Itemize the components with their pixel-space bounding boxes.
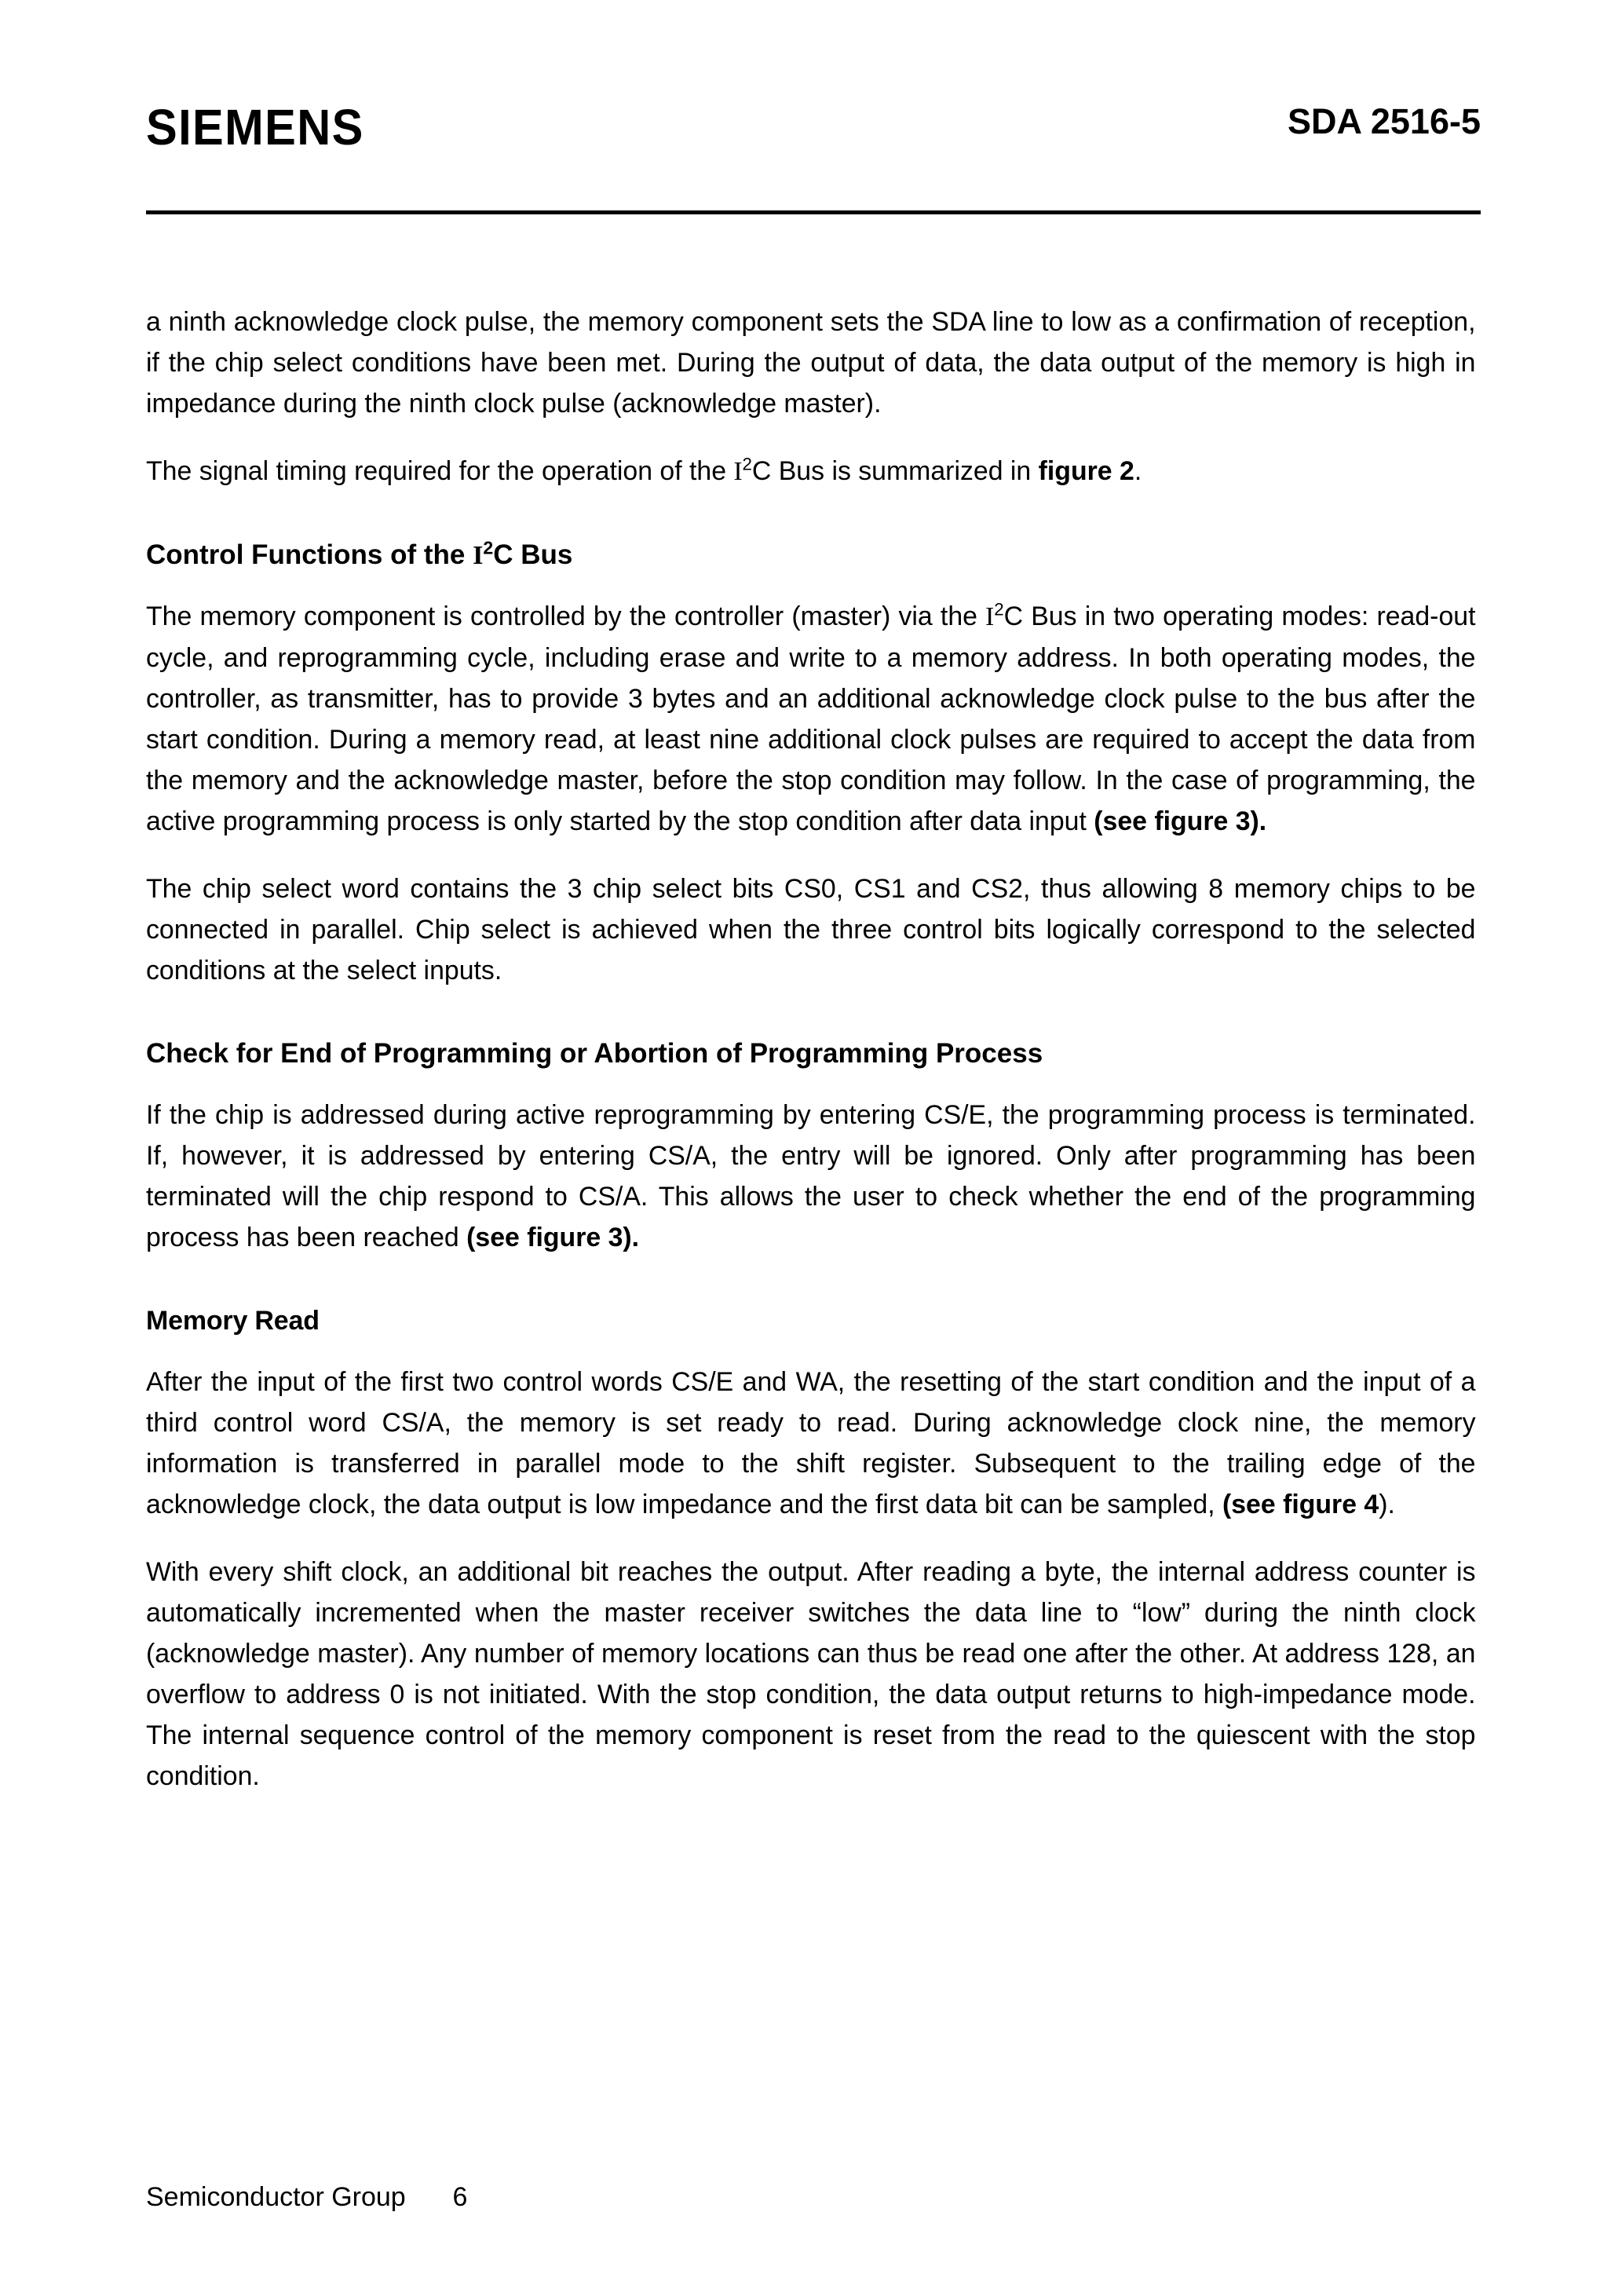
i2c-i-glyph: I — [985, 602, 995, 631]
text-run: After the input of the first two control words CS/E and WA, the resetting of the start condition and the input of a third control word CS/A, the memory is set ready to read. During acknowledge clock nine, the memory information is transferred in parallel mode to the shift register. Subsequent to the trailing edge of the acknowledge clock, the data output is low impedance and the first data bit can be sampled, — [146, 1367, 1476, 1519]
paragraph-abortion — [146, 1095, 1475, 1258]
paragraph-memory-read — [146, 1362, 1475, 1525]
text-run: The signal timing required for the operation of the — [146, 456, 734, 486]
i2c-superscript: 2 — [742, 454, 752, 474]
figure-reference: figure 2 — [1038, 456, 1134, 486]
paragraph-operating-modes — [146, 596, 1475, 842]
paragraph-continuation: a ninth acknowledge clock pulse, the memory component sets the SDA line to low as a confirmation of reception, if the chip select conditions have been met. During the output of data, the data output of the memory is high in impedance during the ninth clock pulse (acknowledge master). — [146, 307, 1476, 419]
text-run: ). — [1379, 1490, 1395, 1519]
part-number: SDA 2516-5 — [1288, 101, 1481, 141]
text-run: C Bus is summarized in — [751, 456, 1039, 486]
paragraph-chip-select: The chip select word contains the 3 chip select bits CS0, CS1 and CS2, thus allowing 8 memory chips to be connected in parallel. Chip select is achieved when the three control bits logically correspond to the selected conditions at the select inputs. — [146, 874, 1476, 985]
document-body — [146, 302, 1482, 1823]
page-header — [146, 94, 1481, 187]
footer-group-label: Semiconductor Group — [146, 2182, 406, 2212]
i2c-superscript: 2 — [483, 537, 494, 558]
i2c-superscript: 2 — [994, 599, 1004, 620]
heading-memory-read: Memory Read — [146, 1306, 320, 1336]
heading-control-functions — [146, 538, 1482, 572]
text-run: C Bus in two operating modes: read-out cycle, and reprogramming cycle, including erase and write to a memory address. In both operating modes, the controller, as transmitter, has to provide 3 bytes and an additional acknowledge clock pulse to the bus after the start condition. During a memory read, at least nine additional clock pulses are required to accept the data from the memory and the acknowledge master, before the stop condition may follow. In the case of programming, the active programming process is only started by the stop condition after data input — [146, 601, 1476, 836]
text-run: C Bus — [493, 539, 573, 570]
heading-check-end-of-programming: Check for End of Programming or Abortion of Programming Process — [146, 1038, 1043, 1069]
text-run: The memory component is controlled by the controller (master) via the — [146, 601, 986, 631]
figure-reference: (see figure 3). — [1094, 806, 1267, 836]
header-divider — [146, 210, 1481, 214]
text-run: If the chip is addressed during active reprogramming by entering CS/E, the programming process is terminated. If, however, it is addressed by entering CS/A, the entry will be ignored. Only after programming has been terminated will the chip respond to CS/A. This allows the user to check whether the end of the programming process has been reached — [146, 1100, 1476, 1252]
siemens-logo: SIEMENS — [146, 99, 364, 155]
figure-reference: (see figure 4 — [1222, 1490, 1379, 1519]
footer-page-number: 6 — [452, 2182, 468, 2212]
figure-reference: (see figure 3). — [466, 1223, 640, 1252]
text-run: . — [1134, 456, 1142, 486]
i2c-i-glyph: I — [733, 457, 743, 486]
paragraph-shift-clock: With every shift clock, an additional bit reaches the output. After reading a byte, the internal address counter is automatically incremented when the master receiver switches the data line to “low” during the ninth clock (acknowledge master). Any number of memory locations can thus be read one after the other. At address 128, an overflow to address 0 is not initiated. With the stop condition, the data output returns to high-impedance mode. The internal sequence control of the memory component is reset from the read to the quiescent with the stop condition. — [146, 1557, 1476, 1791]
i2c-i-glyph: I — [473, 540, 484, 570]
paragraph-signal-timing — [146, 451, 1475, 492]
text-run: Control Functions of the — [146, 539, 473, 570]
